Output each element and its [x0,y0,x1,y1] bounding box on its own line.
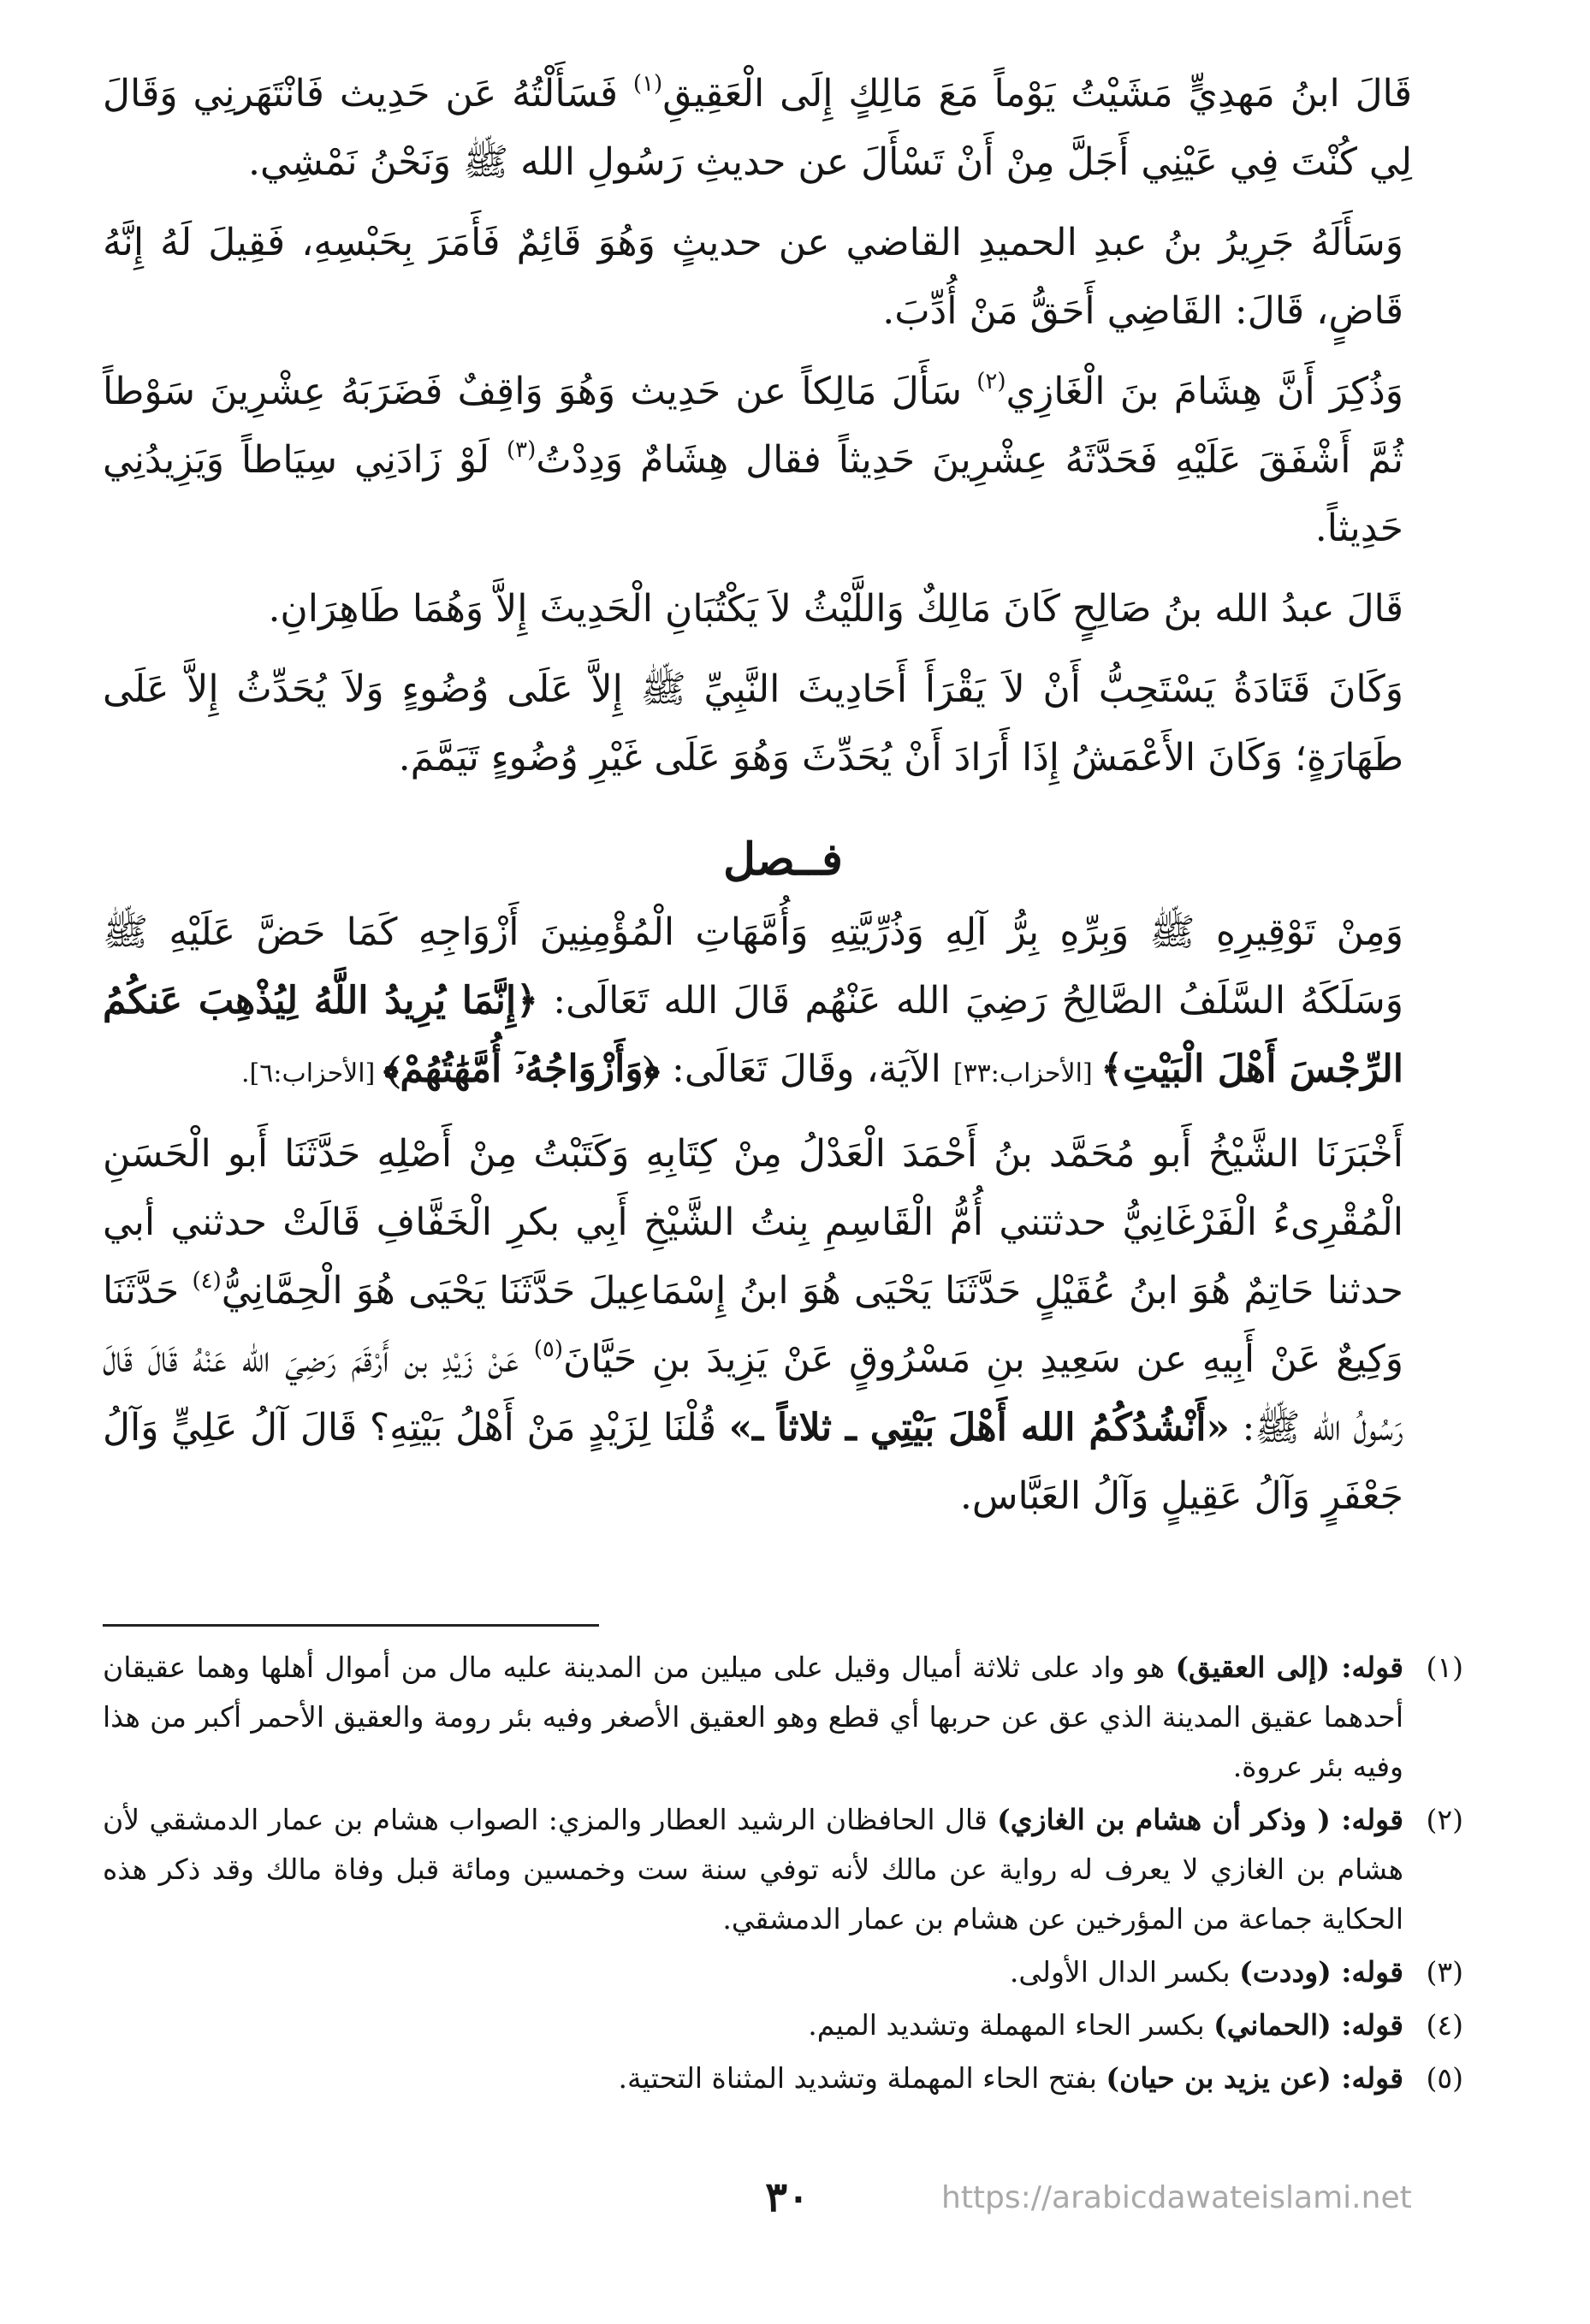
footnote-text: بكسر الدال الأولى. [1009,1955,1240,1989]
footnote-ref-5[interactable]: (٥) [533,1337,563,1362]
footnote-label: قوله: (إلى العقيق) [1175,1651,1403,1684]
paragraph-2-text: وَسَأَلَهُ جَرِيرُ بنُ عبدِ الحميدِ القاضي عن حديثٍ وَهُوَ قَائِمٌ فَأَمَرَ بِحَبْسِهِ، فَقِيلَ لَهُ إِنَّهُ قَاضٍ، قَالَ: القَاضِي أَحَقُّ مَنْ أُدِّبَ. [103,221,1403,333]
footnote-ref-3[interactable]: (٣) [507,437,537,463]
paragraph-1-text-a: قَالَ ابنُ مَهدِيٍّ مَشَيْتُ يَوْماً مَعَ مَالِكٍ إِلَى الْعَقِيقِ [662,72,1412,116]
footnote-body [103,1948,1403,1997]
footnote-number: (٣) [1426,1955,1463,1989]
paragraph-6-text-b: الآيَة، وقَالَ تَعَالَى: [660,1047,953,1091]
main-text [103,60,1463,1543]
section-heading: فــصل [723,833,843,886]
footnote-label: قوله: (عن يزيد بن حيان) [1106,2061,1403,2095]
footnote-label: قوله: (وددت) [1239,1955,1403,1989]
paragraph-1 [103,60,1463,197]
paragraph-6-text-a: وَمِنْ تَوْقِيرِهِ ﷺ وَبِرِّهِ بِرُّ آلِهِ وَذُرِّيَّتِهِ وَأُمَّهَاتِ الْمُؤْمِنِينَ أَزْوَاجِهِ كَمَا حَضَّ عَلَيْهِ ﷺ وَسَلَكَهُ السَّلَفُ الصَّالِحُ رَضِيَ الله عَنْهُم قَالَ الله تَعَالَى: [103,910,1403,1023]
footnote-ref-4[interactable]: (٤) [192,1268,222,1294]
paragraph-5 [103,655,1463,792]
footnote-number: (٥) [1426,2061,1463,2095]
quran-ref-1: [الأحزاب:٣٣] [952,1058,1101,1088]
footnote-number: (١) [1426,1651,1463,1684]
footnote-text: بفتح الحاء المهملة وتشديد المثناة التحتية. [618,2061,1106,2095]
footnote-5 [103,2054,1463,2103]
footnote-number: (٢) [1426,1803,1463,1836]
paragraph-7-text-b: حَدَّثَنَا وَكِيعٌ عَنْ أَبِيهِ عن سَعِيدِ بنِ مَسْرُوقٍ عَنْ يَزِيدَ بنِ حَيَّانَ [103,1269,1403,1381]
paragraph-7-text-a: أَخْبَرَنَا الشَّيْخُ أَبو مُحَمَّد بنُ أَحْمَدَ الْعَدْلُ مِنْ كِتَابِهِ وَكَتَبْتُ مِنْ أَصْلِهِ حَدَّثَنَا أَبو الْحَسَنِ الْمُقْرِىءُ الْفَرْغَانِيُّ حدثتني أُمُّ الْقَاسِمِ بِنتُ الشَّيْخِ أَبِي بكرِ الْخَفَّافِ قَالَتْ حدثني أبي حدثنا حَاتِمٌ هُوَ ابنُ عُقَيْلٍ حَدَّثَنَا يَحْيَى هُوَ ابنُ إِسْمَاعِيلَ حَدَّثَنَا يَحْيَى هُوَ الْحِمَّانِيُّ [103,1132,1403,1313]
footnote-ref-1[interactable]: (١) [632,71,663,97]
paragraph-5-text: وَكَانَ قَتَادَةُ يَسْتَحِبُّ أَنْ لاَ يَقْرَأَ أَحَادِيثَ النَّبِيِّ ﷺ إِلاَّ عَلَى وُضُوءٍ وَلاَ يُحَدِّثُ إِلاَّ عَلَى طَهَارَةٍ؛ وَكَانَ الأَعْمَشُ إِذَا أَرَادَ أَنْ يُحَدِّثَ وَهُوَ عَلَى غَيْرِ وُضُوءٍ تَيَمَّمَ. [103,667,1404,780]
footnote-label: قوله: (الحماني) [1213,2008,1403,2042]
paragraph-3-text-c: لَوْ زَادَنِي سِيَاطاً وَيَزِيدُنِي حَدِيثاً. [103,438,1403,550]
paragraph-4-text: قَالَ عبدُ الله بنُ صَالِحٍ كَانَ مَالِكٌ وَاللَّيْثُ لاَ يَكْتُبَانِ الْحَدِيثَ إِلاَّ وَهُمَا طَاهِرَانِ. [268,587,1403,631]
paragraph-3-text-b: سَأَلَ مَالِكاً عن حَدِيث وَهُوَ وَاقِفٌ فَضَرَبَهُ عِشْرِينَ سَوْطاً ثُمَّ أَشْفَقَ عَلَيْهِ فَحَدَّثَهُ عِشْرِينَ حَدِيثاً فقال هِشَامٌ وَدِدْتُ [103,370,1403,482]
footnotes [103,1643,1463,2107]
paragraph-7 [103,1120,1463,1531]
footnote-2 [103,1795,1463,1944]
source-watermark: https://arabicdawateislami.net [941,2180,1412,2215]
paragraph-7-text-c: عَنْ زَيْدِ بن أَرْقَمَ رَضِيَ الله عَنْهُ قَالَ قَالَ رَسُولُ الله ﷺ: [103,1337,1404,1450]
footnote-ref-2[interactable]: (٢) [976,369,1006,394]
footnote-text: هو واد على ثلاثة أميال وقيل على ميلين من المدينة عليه مال من أموال أهلها وهما عقيقان أحدهما عقيق المدينة الذي عق عن حربها أي قطع وهو العقيق الأصغر وفيه بئر رومة والعقيق الأحمر أكبر من هذا وفيه بئر عروة. [103,1651,1403,1783]
quran-quote-1: ﴿إِنَّمَا يُرِيدُ اللَّهُ لِيُذْهِبَ عَنكُمُ الرِّجْسَ أَهْلَ الْبَيْتِ﴾ [103,979,1403,1091]
footnote-body [103,2001,1403,2050]
quran-quote-2: ﴿وَأَزْوَاجُهُۥٓ أُمَّهَٰتُهُمْ﴾ [383,1047,661,1091]
paragraph-3-text-a: وَذُكِرَ أَنَّ هِشَامَ بنَ الْغَازِي [1006,370,1403,413]
paragraph-1-text-b: فَسَأَلْتُهُ عَن حَدِيث فَانْتَهَرنِي وَقَالَ لِي كُنْتَ فِي عَيْنِي أَجَلَّ مِنْ أَنْ تَسْأَلَ عن حديثِ رَسُولِ الله ﷺ وَنَحْنُ نَمْشِي. [103,72,1412,184]
paragraph-7-text-d: قُلْنَا لِزَيْدٍ مَنْ أَهْلُ بَيْتِهِ؟ قَالَ آلُ عَلِيٍّ وَآلُ جَعْفَرٍ وَآلُ عَقِيلٍ وَآلُ العَبَّاس. [103,1406,1403,1518]
footnote-text: بكسر الحاء المهملة وتشديد الميم. [808,2008,1214,2042]
paragraph-4 [103,575,1463,643]
footnote-label: قوله: ( وذكر أن هشام بن الغازي) [997,1803,1403,1836]
paragraph-3 [103,358,1463,563]
paragraph-2 [103,209,1463,346]
quran-ref-2: [الأحزاب:٦]. [241,1058,383,1088]
paragraph-6 [103,898,1463,1108]
footnote-number: (٤) [1426,2008,1463,2042]
footnote-text: قال الحافظان الرشيد العطار والمزي: الصواب هشام بن عمار الدمشقي لأن هشام بن الغازي لا يعرف له رواية عن مالك لأنه توفي سنة ست وخمسين ومائة قبل وفاة مالك وقد ذكر هذه الحكاية جماعة من المؤرخين عن هشام بن عمار الدمشقي. [103,1803,1403,1936]
footnote-body [103,1643,1403,1792]
footnote-1 [103,1643,1463,1792]
footnote-3 [103,1948,1463,1997]
page-number: ٣٠ [765,2173,810,2221]
footnote-divider [103,1624,599,1627]
footnote-4 [103,2001,1463,2050]
footnote-body [103,1795,1403,1944]
footnote-body [103,2054,1403,2103]
hadith-quote: «أَنْشُدُكُمُ الله أَهْلَ بَيْتِي ـ ثلاثاً ـ» [728,1406,1230,1450]
